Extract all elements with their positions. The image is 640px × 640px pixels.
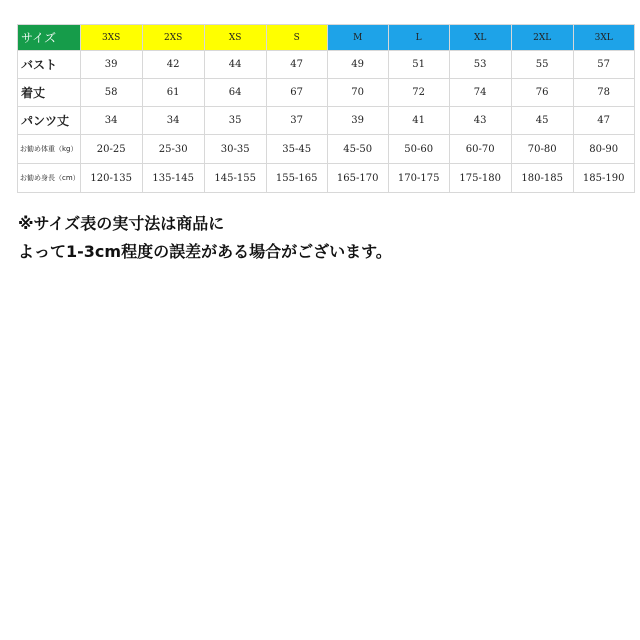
table-cell: 35-45 — [266, 135, 327, 164]
table-cell: 64 — [204, 79, 266, 107]
table-cell: 55 — [511, 51, 573, 79]
size-disclaimer-note — [18, 210, 392, 266]
table-row-pants-length — [18, 107, 635, 135]
note-line-2: よって1-3cm程度の誤差がある場合がございます。 — [18, 242, 392, 261]
table-cell: 155-165 — [266, 164, 327, 193]
size-header-row — [18, 25, 635, 51]
table-cell: 170-175 — [388, 164, 449, 193]
table-cell: 39 — [80, 51, 142, 79]
size-chart-table — [17, 24, 635, 193]
size-header-3xs: 3XS — [80, 25, 142, 51]
table-cell: 47 — [266, 51, 327, 79]
size-header-xs: XS — [204, 25, 266, 51]
size-header-l: L — [388, 25, 449, 51]
table-cell: 135-145 — [142, 164, 204, 193]
table-cell: 42 — [142, 51, 204, 79]
table-cell: 78 — [573, 79, 634, 107]
table-row-recommended-height — [18, 164, 635, 193]
table-cell: 57 — [573, 51, 634, 79]
note-line-1: ※サイズ表の実寸法は商品に — [18, 214, 225, 233]
table-cell: 185-190 — [573, 164, 634, 193]
table-cell: 34 — [80, 107, 142, 135]
table-cell: 45 — [511, 107, 573, 135]
size-header-2xs: 2XS — [142, 25, 204, 51]
table-cell: 72 — [388, 79, 449, 107]
table-cell: 50-60 — [388, 135, 449, 164]
table-cell: 70 — [327, 79, 388, 107]
table-cell: 58 — [80, 79, 142, 107]
size-header-s: S — [266, 25, 327, 51]
row-label-bust: バスト — [18, 51, 81, 79]
table-cell: 60-70 — [449, 135, 511, 164]
table-row-recommended-weight — [18, 135, 635, 164]
table-cell: 76 — [511, 79, 573, 107]
table-cell: 74 — [449, 79, 511, 107]
table-cell: 49 — [327, 51, 388, 79]
row-label-pants-length: パンツ丈 — [18, 107, 81, 135]
table-row-bust — [18, 51, 635, 79]
table-cell: 47 — [573, 107, 634, 135]
table-cell: 37 — [266, 107, 327, 135]
table-cell: 39 — [327, 107, 388, 135]
row-label-recommended-height: お勧め身長（cm） — [18, 164, 81, 193]
table-cell: 45-50 — [327, 135, 388, 164]
table-cell: 20-25 — [80, 135, 142, 164]
table-cell: 145-155 — [204, 164, 266, 193]
table-cell: 41 — [388, 107, 449, 135]
table-cell: 53 — [449, 51, 511, 79]
table-cell: 175-180 — [449, 164, 511, 193]
size-corner-label: サイズ — [18, 25, 81, 51]
table-cell: 30-35 — [204, 135, 266, 164]
table-cell: 61 — [142, 79, 204, 107]
table-cell: 51 — [388, 51, 449, 79]
size-header-m: M — [327, 25, 388, 51]
table-cell: 44 — [204, 51, 266, 79]
size-header-3xl: 3XL — [573, 25, 634, 51]
row-label-length: 着丈 — [18, 79, 81, 107]
table-cell: 34 — [142, 107, 204, 135]
table-cell: 120-135 — [80, 164, 142, 193]
table-cell: 35 — [204, 107, 266, 135]
table-cell: 80-90 — [573, 135, 634, 164]
table-cell: 67 — [266, 79, 327, 107]
table-cell: 180-185 — [511, 164, 573, 193]
row-label-recommended-weight: お勧め体重（kg） — [18, 135, 81, 164]
table-row-length — [18, 79, 635, 107]
table-cell: 165-170 — [327, 164, 388, 193]
table-cell: 43 — [449, 107, 511, 135]
size-header-2xl: 2XL — [511, 25, 573, 51]
size-header-xl: XL — [449, 25, 511, 51]
table-cell: 70-80 — [511, 135, 573, 164]
table-cell: 25-30 — [142, 135, 204, 164]
